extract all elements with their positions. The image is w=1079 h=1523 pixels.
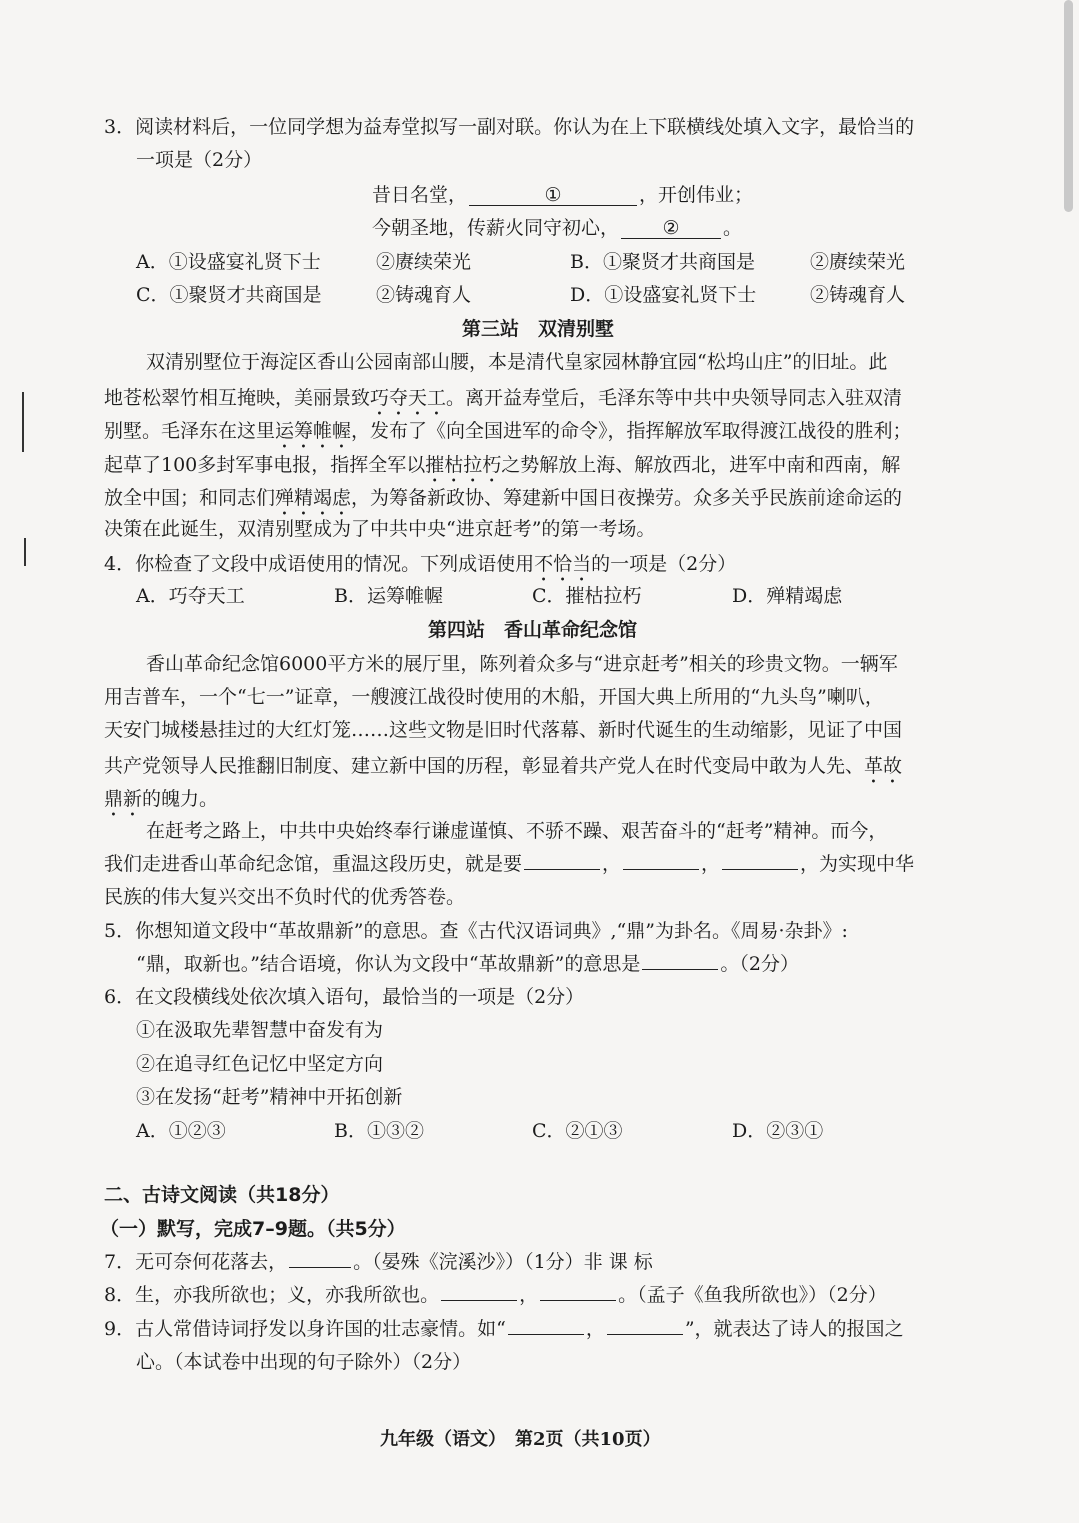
q4-option-c[interactable]: C．摧枯拉朽	[532, 585, 642, 607]
fill-blank[interactable]	[524, 869, 600, 870]
margin-mark	[22, 392, 24, 452]
q5-stem-line2: “鼎，取新也。”结合语境，你认为文段中“革故鼎新”的意思是 。（2分）	[136, 953, 799, 975]
q3-couplet-upper: 昔日名堂， ① ，开创伟业；	[372, 184, 754, 206]
answer-blank[interactable]	[607, 1334, 683, 1335]
fill-blank[interactable]	[722, 869, 798, 870]
q4-option-d[interactable]: D．殚精竭虑	[732, 585, 843, 607]
q4-stem: 4．你检查了文段中成语使用的情况。下列成语使用不恰当的一项是（2分）	[104, 553, 737, 575]
q8: 8．生，亦我所欲也；义，亦我所欲也。 ， 。（孟子《鱼我所欲也》）（2分）	[104, 1284, 887, 1306]
couplet-blank-2[interactable]: ②	[621, 219, 721, 239]
station3-line: 决策在此诞生，双清别墅成为了中共中央“进京赶考”的第一考场。	[104, 518, 656, 540]
q7: 7．无可奈何花落去， 。（晏殊《浣溪沙》）（1分）非 课 标	[104, 1251, 653, 1273]
q6-sentence-3: ③在发扬“赶考”精神中开拓创新	[136, 1086, 403, 1108]
station4-line: 天安门城楼悬挂过的大红灯笼……这些文物是旧时代落幕、新时代诞生的生动缩影，见证了中国	[104, 719, 903, 741]
q6-stem: 6．在文段横线处依次填入语句，最恰当的一项是（2分）	[104, 986, 585, 1008]
fill-blank[interactable]	[623, 869, 699, 870]
couplet-blank-1[interactable]: ①	[469, 186, 637, 206]
station3-line: 地苍松翠竹相互掩映，美丽景致巧夺天工。离开益寿堂后，毛泽东等中共中央领导同志入驻双清	[104, 387, 903, 409]
station3-line: 放全中国；和同志们殚精竭虑，为筹备新政协、筹建新中国日夜操劳。众多关乎民族前途命运的	[104, 487, 903, 509]
q4-option-a[interactable]: A．巧夺天工	[136, 585, 245, 607]
scrollbar[interactable]	[1064, 0, 1073, 212]
q3-option-a[interactable]: A．①设盛宴礼贤下士	[136, 251, 321, 273]
station3-line: 起草了100多封军事电报，指挥全军以摧枯拉朽之势解放上海、解放西北，进军中南和西南，解	[104, 454, 901, 476]
answer-blank[interactable]	[540, 1300, 616, 1301]
station4-line: 民族的伟大复兴交出不负时代的优秀答卷。	[104, 886, 466, 908]
station4-line: 共产党领导人民推翻旧制度、建立新中国的历程，彰显着共产党人在时代变局中敢为人先、革故	[104, 755, 903, 777]
q3-stem-line2: 一项是（2分）	[136, 149, 263, 171]
q3-option-c[interactable]: C．①聚贤才共商国是	[136, 284, 322, 306]
idiom-dotted: 摧枯拉朽	[425, 454, 502, 476]
station4-line: 在赶考之路上，中共中央始终奉行谦虚谨慎、不骄不躁、艰苦奋斗的“赶考”精神。而今，	[146, 820, 888, 842]
q3-option-b-part2: ②赓续荣光	[810, 251, 906, 273]
q3-stem-line1: 3．阅读材料后，一位同学想为益寿堂拟写一副对联。你认为在上下联横线处填入文字，最恰当的	[104, 116, 915, 138]
q6-sentence-2: ②在追寻红色记忆中坚定方向	[136, 1053, 384, 1075]
q6-sentence-1: ①在汲取先辈智慧中奋发有为	[136, 1019, 384, 1041]
q6-option-b[interactable]: B．①③②	[334, 1120, 424, 1142]
page-footer: 九年级（语文） 第2页（共10页）	[380, 1429, 661, 1450]
q4-option-b[interactable]: B．运筹帷幄	[334, 585, 443, 607]
q5-stem-line1: 5．你想知道文段中“革故鼎新”的意思。查《古代汉语词典》,“鼎”为卦名。《周易·杂卦》:	[104, 920, 848, 942]
q3-option-a-part2: ②赓续荣光	[376, 251, 472, 273]
answer-blank[interactable]	[508, 1334, 584, 1335]
q3-option-b[interactable]: B．①聚贤才共商国是	[570, 251, 755, 273]
answer-blank[interactable]	[289, 1267, 351, 1268]
station3-line: 双清别墅位于海淀区香山公园南部山腰，本是清代皇家园林静宜园“松坞山庄”的旧址。此	[146, 351, 888, 373]
idiom-dotted: 鼎新	[104, 788, 143, 810]
q3-couplet-lower: 今朝圣地，传薪火同守初心， ② 。	[372, 217, 743, 239]
q6-option-c[interactable]: C．②①③	[532, 1120, 623, 1142]
part2-title: 二、古诗文阅读（共18分）	[104, 1184, 340, 1206]
station4-line: 用吉普车，一个“七一”证章，一艘渡江战役时使用的木船，开国大典上所用的“九头鸟”喇叭，	[104, 686, 884, 708]
answer-blank[interactable]	[441, 1300, 517, 1301]
station4-line: 我们走进香山革命纪念馆，重温这段历史，就是要 ， ， ，为实现中华	[104, 853, 915, 875]
idiom-dotted: 殚精竭虑	[275, 487, 352, 509]
idiom-dotted: 革故	[864, 755, 903, 777]
q9-line2: 心。（本试卷中出现的句子除外）（2分）	[136, 1351, 472, 1373]
station4-title: 第四站 香山革命纪念馆	[428, 619, 638, 641]
q3-option-c-part2: ②铸魂育人	[376, 284, 472, 306]
q3-option-d[interactable]: D．①设盛宴礼贤下士	[570, 284, 757, 306]
station4-line: 鼎新的魄力。	[104, 788, 219, 810]
answer-blank[interactable]	[642, 969, 718, 970]
station4-line: 香山革命纪念馆6000平方米的展厅里，陈列着众多与“进京赶考”相关的珍贵文物。一辆军	[146, 653, 898, 675]
q6-option-d[interactable]: D．②③①	[732, 1120, 824, 1142]
q3-option-d-part2: ②铸魂育人	[810, 284, 906, 306]
station3-title: 第三站 双清别墅	[462, 318, 615, 340]
part2-subtitle: （一）默写，完成7–9题。（共5分）	[100, 1218, 406, 1240]
margin-mark	[24, 538, 26, 566]
idiom-dotted: 巧夺天工	[370, 387, 447, 409]
emphasis-dotted: 不恰当	[534, 553, 592, 575]
q9-line1: 9．古人常借诗词抒发以身许国的壮志豪情。如“ ， ”，就表达了诗人的报国之	[104, 1318, 904, 1340]
station3-line: 别墅。毛泽东在这里运筹帷幄，发布了《向全国进军的命令》，指挥解放军取得渡江战役的胜利；	[104, 420, 912, 442]
q6-option-a[interactable]: A．①②③	[136, 1120, 226, 1142]
idiom-dotted: 运筹帷幄	[275, 420, 352, 442]
